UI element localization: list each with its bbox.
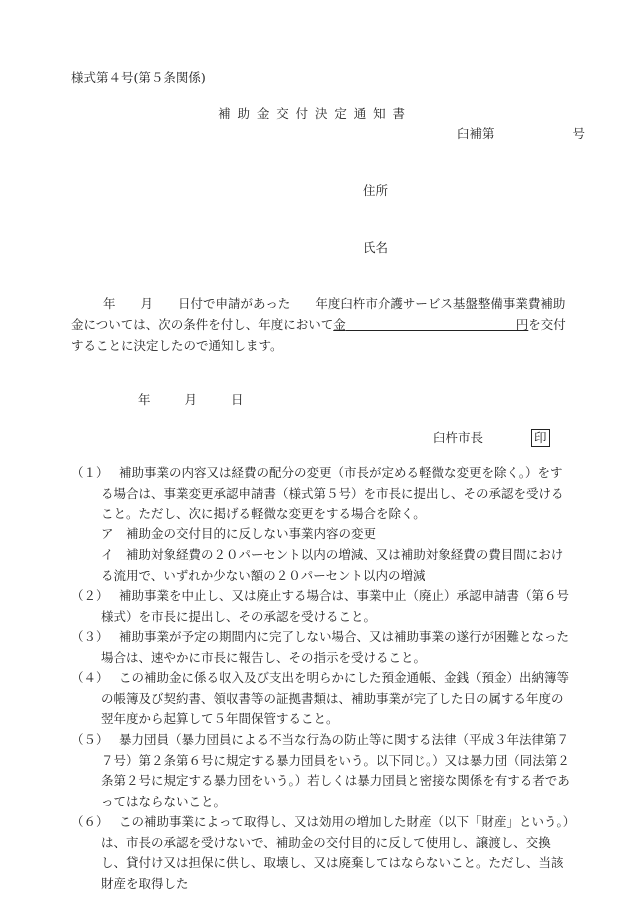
- form-number: 様式第４号(第５条関係): [71, 70, 206, 85]
- mayor-signature: 臼杵市長 印: [433, 428, 550, 447]
- document-number: 臼補第 号: [457, 126, 586, 141]
- body-paragraph: 年 月 日付で申請があった 年度臼杵市介護サービス基盤整備事業費補助金については、次の条件を付し、年度において金 円を交付することに決定したので通知します。: [71, 296, 566, 353]
- amount-field: 金: [333, 317, 346, 332]
- condition-item: （３） 補助事業が予定の期間内に完了しない場合、又は補助事業の遂行が困難となった場合は、速やかに市長に報告し、その指示を受けること。: [71, 629, 570, 665]
- document-title: 補助金交付決定通知書: [218, 106, 412, 121]
- condition-item: （５） 暴力団員（暴力団員による不当な行為の防止等に関する法律（平成３年法律第７７号）第２条第６号に規定する暴力団員をいう。以下同じ。）又は暴力団（同法第２条第２号に規定する暴力団をいう。）若しくは暴力団員と密接な関係を有する者であってはならないこと。: [71, 732, 570, 809]
- condition-item: （６） この補助事業によって取得し、又は効用の増加した財産（以下「財産」という。）は、市長の承認を受けないで、補助金の交付目的に反して使用し、譲渡し、交換し、貸付け又は担保に供し、取壊し、又は廃棄してはならないこと。ただし、当該財産を取得した: [71, 814, 570, 891]
- name-label: 氏名: [363, 240, 389, 255]
- condition-item: （４） この補助金に係る収入及び支出を明らかにした預金通帳、金銭（預金）出納簿等の帳簿及び契約書、領収書等の証拠書類は、補助事業が完了した日の属する年度の翌年度から起算して５年間保管すること。: [71, 670, 570, 726]
- address-label: 住所: [363, 183, 389, 198]
- condition-item: （２） 補助事業を中止し、又は廃止する場合は、事業中止（廃止）承認申請書（第６号様式）を市長に提出し、その承認を受けること。: [71, 588, 570, 624]
- sub-item: ア 補助金の交付目的に反しない事業内容の変更: [101, 526, 377, 541]
- issue-date: 年 月 日: [138, 392, 244, 407]
- seal-stamp: 印: [531, 429, 550, 447]
- sub-item: イ 補助対象経費の２０パーセント以内の増減、又は補助対象経費の費目間における流用で、いずれか少ない額の２０パーセント以内の増減: [101, 547, 564, 583]
- condition-item: （１） 補助事業の内容又は経費の配分の変更（市長が定める軽微な変更を除く。）をする場合は、事業変更承認申請書（様式第５号）を市長に提出し、その承認を受けること。ただし、次に掲げる軽微な変更をする場合を除く。: [71, 465, 564, 521]
